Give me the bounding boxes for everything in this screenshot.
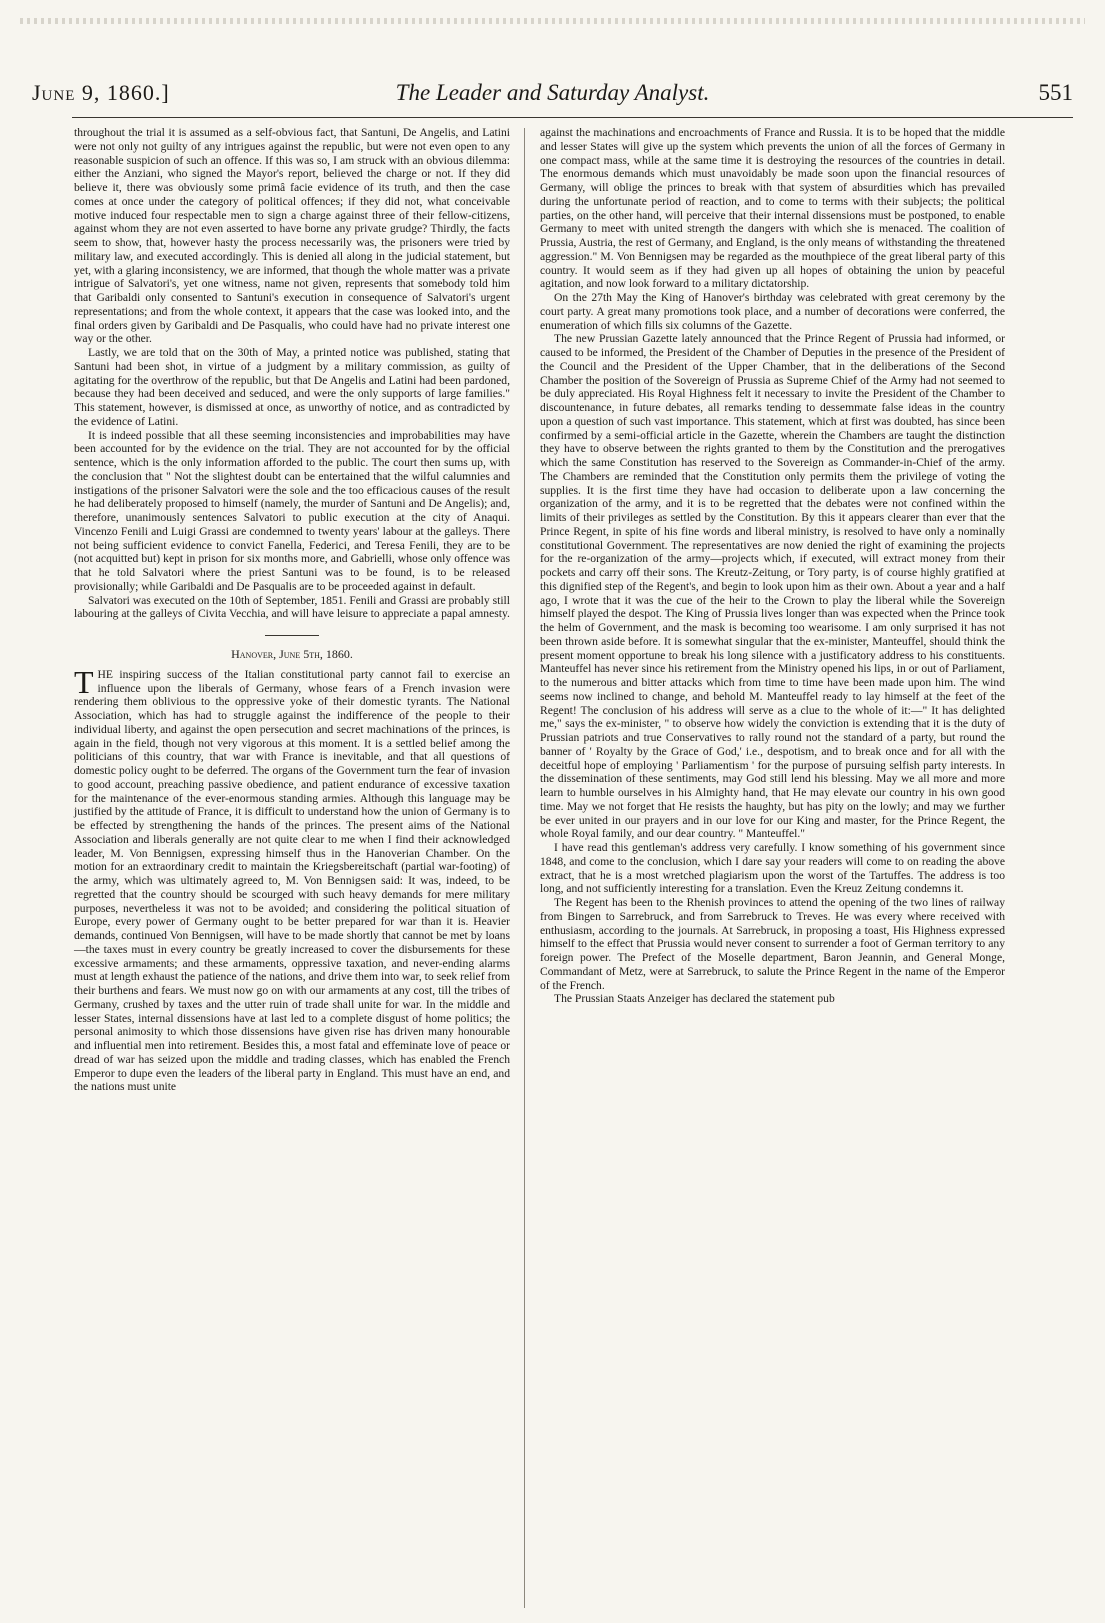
article-paragraph: I have read this gentleman's address very carefully. I know something of his government since 1848, and come to the conclusion, which I dare say your readers will come to on reading the above extract, that he is a most wretched plagiarism upon the worst of the Tartuffes. The address is too long, and not sufficiently interesting for a translation. Even the Kreuz Zeitung condemns it. (540, 841, 1005, 896)
article-paragraph: On the 27th May the King of Hanover's birthday was celebrated with great ceremony by the court party. A great many promotions took place, and a number of decorations were conferred, the enumeration of which fills six columns of the Gazette. (540, 291, 1005, 332)
article-paragraph: It is indeed possible that all these seeming inconsistencies and improbabilities may have been accounted for by the evidence on the trial. They are not accounted for by the official sentence, which is the only information afforded to the public. The court then sums up, with the conclusion that " Not the slightest doubt can be entertained that the wilful calumnies and instigations of the prisoner Salvatori were the sole and the too efficacious causes of the result he had deliberately proposed to himself (namely, the murder of Santuni and De Angelis); and, therefore, unanimously sentences Salvatori to public execution at the city of Anaqui. Vincenzo Fenili and Luigi Grassi are condemned to twenty years' labour at the galleys. There not being sufficient evidence to convict Fanella, Federici, and Teresa Fenili, they are to be (not acquitted but) kept in prison for six months more, and Gabrielli, whose only offence was that he told Salvatori where the priest Santuni was to be found, is to be released provisionally; while Garibaldi and De Pasqualis are to be proceeded against in default. (74, 428, 510, 593)
article-paragraph: The Regent has been to the Rhenish provinces to attend the opening of the two lines of railway from Bingen to Sarrebruck, and from Sarrebruck to Treves. He was every where received with enthusiasm, according to the journals. At Sarrebruck, in proposing a toast, His Highness expressed himself to the effect that Prussia would never consent to surrender a foot of German territory to any foreign power. The Prefect of the Moselle department, Baron Jeannin, and General Monge, Commandant of Metz, were at Sarrebruck, to salute the Prince Regent in the name of the Emperor of the French. (540, 896, 1005, 992)
hanover-paragraph-text: HE inspiring success of the Italian constitutional party cannot fail to exercise an influence upon the liberals of Germany, whose fears of a French invasion were rendering them oblivious to the oppressive yoke of their domestic tyrants. The National Association, which has had to struggle against the indifference of the people to their individual liberty, and against the open persecution and secret machinations of the princes, is again in the field, though not very vigorous at this moment. It is a settled belief among the politicians of this country, that war with France is inevitable, and that all questions of domestic policy ought to be deferred. The organs of the Government turn the fear of invasion to good account, preaching passive obedience, and patient endurance of excessive taxation for the maintenance of the ever-enormous standing armies. Although this language may be justified by the attitude of France, it is difficult to understand how the union of Germany is to be effected by strengthening the hands of the princes. The present aims of the National Association and liberals generally are not quite clear to me when I find their acknowledged leader, M. Von Bennigsen, expressing himself thus in the Hanoverian Chamber. On the motion for an extraordinary credit to maintain the Kriegsbereitschaft (partial war-footing) of the army, which was ultimately agreed to, M. Von Bennigsen said: It was, indeed, to be regretted that the country should be scourged with such heavy demands for mere military purposes, nevertheless it was not to be avoided; and considering the political situation of Europe, every power of Germany ought to be better prepared for war than it is. Heavier demands, continued Von Bennigsen, will have to be made shortly that cannot be met by loans—the taxes must in every country be greatly increased to cover the disbursements for these excessive armaments; and these armaments, oppressive taxation, and never-ending alarms must at length exhaust the patience of the nations, and drive them into war, to seek relief from their burthens and fears. We must now go on with our armaments at any cost, till the tribes of Germany, crushed by taxes and the utter ruin of trade shall unite for war. In the middle and lesser States, internal dissensions have at last led to a complete disgust of home politics; the personal animosity to which those dissensions have given rise has driven many honourable and influential men into retirement. Besides this, a most fatal and effeminate love of peace or dread of war has seized upon the middle and trading classes, which has enabled the French Emperor to dupe even the leaders of the liberal party in England. This must have an end, and the nations must unite (74, 667, 510, 1094)
left-column (74, 126, 510, 1094)
column-divider (524, 128, 525, 1608)
article-paragraph: Lastly, we are told that on the 30th of May, a printed notice was published, stating that Santuni had been shot, in virtue of a judgment by a military commission, as guilty of agitating for the overthrow of the republic, but that De Angelis and Latini had been pardoned, because they had been deceived and seduced, and were the only supports of large families." This statement, however, is dismissed at once, as unworthy of notice, and as contradicted by the evidence of Latini. (74, 346, 510, 428)
article-paragraph: against the machinations and encroachments of France and Russia. It is to be hoped that the middle and lesser States will give up the system which prevents the union of all the forces of Germany in one compact mass, while at the same time it is destroying the resources of the countries in detail. The enormous demands which must unavoidably be made soon upon the financial resources of Germany, will oblige the princes to break with that system of absurdities which has prevailed during the unfortunate period of reaction, and to come to terms with their subjects; the political parties, on the other hand, will perceive that their internal dissensions must be postponed, to enable Germany to meet with united strength the dangers with which she is menaced. The coalition of Prussia, Austria, the rest of Germany, and England, is the only means of withstanding the threatened aggression." M. Von Bennigsen may be regarded as the mouthpiece of the great liberal party of this country. It would seem as if they had given up all hopes of obtaining the union by peaceful agitation, and now look forward to a military dictatorship. (540, 126, 1005, 291)
hanover-dateline: Hanover, June 5th, 1860. (231, 647, 353, 661)
publication-title: The Leader and Saturday Analyst. (395, 80, 710, 105)
right-column (540, 126, 1005, 1006)
article-paragraph: Salvatori was executed on the 10th of September, 1851. Fenili and Grassi are probably still labouring at the galleys of Civita Vecchia, and will have leisure to appreciate a papal amnesty. (74, 593, 510, 621)
article-paragraph: The Prussian Staats Anzeiger has declared the statement pub (554, 992, 835, 1006)
top-border-decoration (20, 18, 1085, 24)
page-header (32, 80, 1073, 114)
article-paragraph: The new Prussian Gazette lately announced that the Prince Regent of Prussia had informed, or caused to be informed, the President of the Chamber of Deputies in the presence of the President of the Council and the President of the Upper Chamber, that in the deliberations of the Second Chamber the position of the Sovereign of Prussia as Supreme Chief of the Army had not seemed to be duly appreciated. His Royal Highness felt it necessary to invite the President of the Chamber to discountenance, in future debates, all remarks tending to dessemmate false ideas in the country upon a question of such vast importance. This statement, which at first was doubted, has since been confirmed by a semi-official article in the Gazette, wherein the Chambers are taught the distinction they have to observe between the rights granted to them by the Constitution and the prerogatives which the same Constitution has reserved to the Sovereign as Commander-in-Chief of the army. The Chambers are reminded that the Constitution only permits them the privilege of voting the supplies. It is the first time they have had occasion to deliberate upon a law concerning the organization of the army, and it is to be regretted that the debates were not confined within the limits of their privileges as settled by the Constitution. By this it appears clearer than ever that the Prince Regent, in spite of his fine words and liberal ministry, is resolved to have only a nominally constitutional Government. The representatives are now denied the right of examining the projects for the re-organization of the army—projects which, if executed, will extract money from their pockets and carry off their sons. The Kreutz-Zeitung, or Tory party, is of course highly gratified at this dignified step of the Regent's, and begin to look upon him as their own. About a year and a half ago, I wrote that it was the cue of the heir to the Crown to play the liberal while the Sovereign himself played the despot. The King of Prussia lives longer than was expected when the Prince took the helm of Government, and the mask is becoming too wearisome. I am only surprised it has not been thrown aside before. It is somewhat singular that the ex-minister, Manteuffel, should think the present moment opportune to break his long silence with a justificatory address to his constituents. Manteuffel has never since his retirement from the Ministry opened his lips, in or out of Parliament, to the numerous and bitter attacks which from time to time have been made upon him. The wind seems now inclined to change, and behold M. Manteuffel ready to lay himself at the feet of the Regent! The conclusion of his address will serve as a clue to the whole of it:—" It has delighted me," says the ex-minister, " to observe how widely the conviction is extending that it is the duty of Prussian patriots and true Conservatives to rally round not the standard of a party, but round the banner of ' Royalty by the Grace of God,' i.e., despotism, and to break once and for all with the deceitful hope of employing ' Parliamentism ' for the purpose of pursuing selfish party interests. In the dissemination of these sentiments, may God still lend his blessing. May we all more and more learn to humble ourselves in his Almighty hand, that He may elevate our country in his own good time. May we not forget that He resists the haughty, but has pity on the lowly; and may we further be ever united in our prayers and in our love for our King and master, for the Prince Regent, the whole Royal family, and our dear country. " Manteuffel." (540, 332, 1005, 841)
article-paragraph: throughout the trial it is assumed as a self-obvious fact, that Santuni, De Angelis, and Latini were not only not guilty of any intrigues against the republic, but were not even open to any reasonable suspicion of such an offence. If this was so, I am struck with an obvious dilemma: either the Anziani, who signed the Mayor's report, believed the charge or not. If they did believe it, there was obviously some primâ facie evidence of its truth, and then the case comes at once under the category of political offences; if they did not, what conceivable motive induced four respectable men to sign a charge against three of their fellow-citizens, against whom they are not even asserted to have borne any private grudge? Thirdly, the facts seem to show, that, however hasty the process necessarily was, the prisoners were tried by military law, and executed accordingly. This is denied all along in the judicial statement, but yet, with a glaring inconsistency, we are informed, that though the whole matter was a private intrigue of Salvatori's, yet one witness, name not given, represents that somebody told him that Garibaldi only consented to Santuni's execution in consequence of Salvatori's urgent representations; and from the whole context, it appears that the case was looked into, and the final orders given by Garibaldi and De Pasqualis, who could have had no private interest one way or the other. (74, 126, 510, 346)
header-rule (72, 117, 1073, 118)
issue-date: June 9, 1860.] (32, 80, 170, 105)
hanover-paragraph (74, 663, 510, 1094)
drop-cap: T (74, 663, 94, 700)
page-number: 551 (1038, 80, 1073, 105)
section-separator (265, 635, 319, 636)
